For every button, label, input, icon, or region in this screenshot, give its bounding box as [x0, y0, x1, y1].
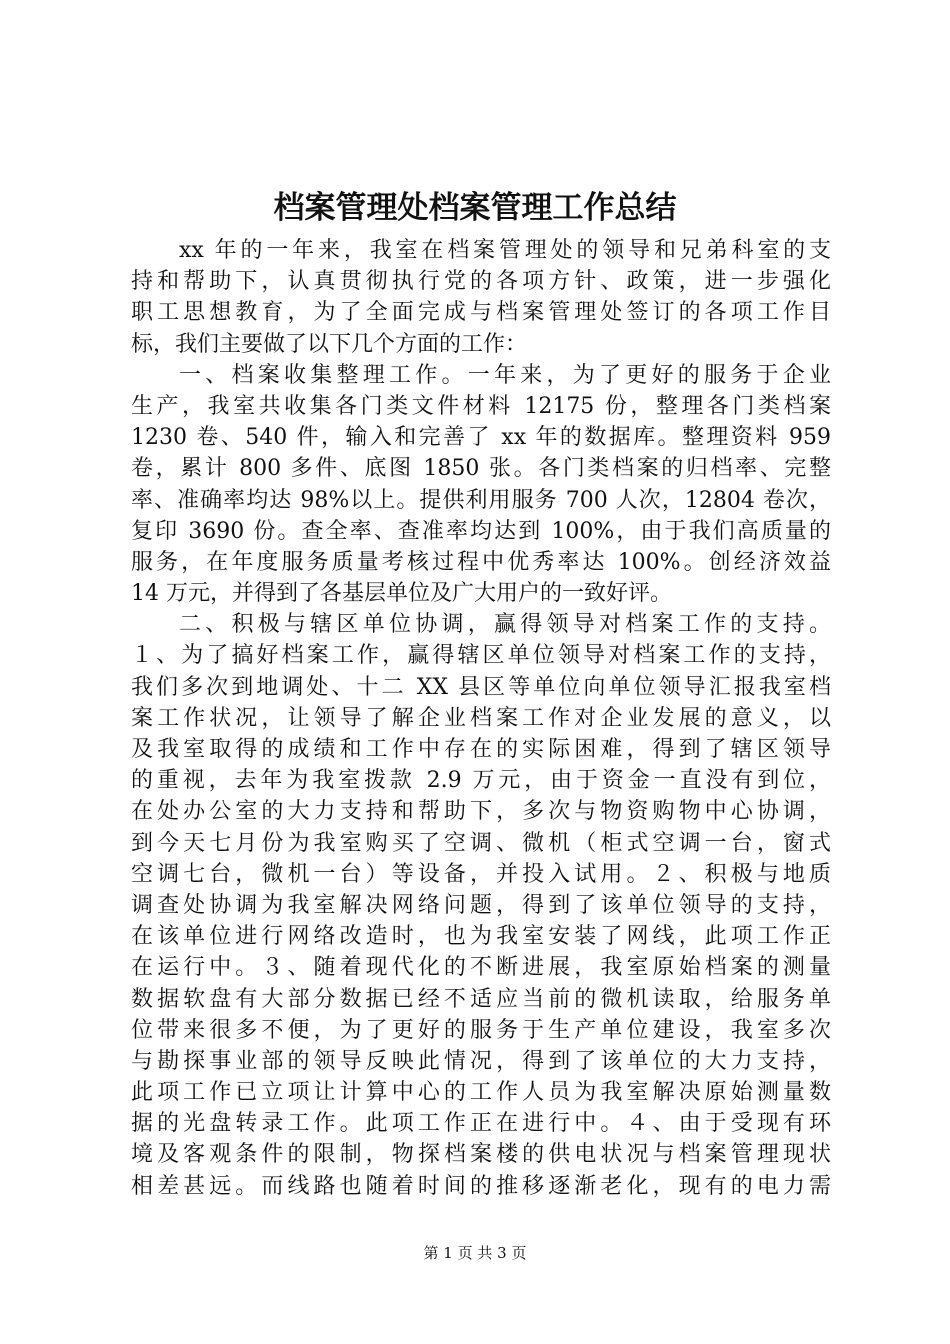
body-line: 相差甚远。而线路也随着时间的推移逐渐老化，现有的电力需: [131, 1173, 831, 1199]
body-line: 卷，累计 800 多件、底图 1850 张。各门类档案的归档率、完整: [131, 456, 831, 482]
body-line: 一、档案收集整理工作。一年来，为了更好的服务于企业: [179, 362, 831, 388]
body-line: 1230 卷、540 件，输入和完善了 xx 年的数据库。整理资料 959: [131, 425, 831, 451]
body-line: 的重视，去年为我室拨款 2.9 万元，由于资金一直没有到位，: [131, 768, 831, 794]
body-line: 率、准确率均达 98%以上。提供利用服务 700 人次，12804 卷次，: [131, 487, 831, 513]
body-line: 持和帮助下，认真贯彻执行党的各项方针、政策，进一步强化: [131, 269, 831, 295]
body-line: 职工思想教育，为了全面完成与档案管理处签订的各项工作目: [131, 300, 831, 326]
body-line: 二、积极与辖区单位协调，赢得领导对档案工作的支持。: [179, 612, 831, 638]
body-line: 在该单位进行网络改造时，也为我室安装了网线，此项工作正: [131, 924, 831, 950]
body-line: 案工作状况，让领导了解企业档案工作对企业发展的意义，以: [131, 705, 831, 731]
body-line: 标，我们主要做了以下几个方面的工作：: [131, 331, 528, 357]
body-line: 及我室取得的成绩和工作中存在的实际困难，得到了辖区领导: [131, 737, 831, 762]
body-line: 14 万元，并得到了各基层单位及广大用户的一致好评。: [131, 581, 672, 607]
body-line: 调查处协调为我室解决网络问题，得到了该单位领导的支持，: [131, 892, 831, 918]
body-line: 境及客观条件的限制，物探档案楼的供电状况与档案管理现状: [131, 1142, 831, 1168]
body-line: 在处办公室的大力支持和帮助下，多次与物资购物中心协调，: [131, 799, 831, 825]
body-line: 我们多次到地调处、十二 XX 县区等单位向单位领导汇报我室档: [131, 674, 831, 700]
body-line: xx 年的一年来，我室在档案管理处的领导和兄弟科室的支: [179, 238, 831, 263]
page-number-footer: 第 1 页 共 3 页: [423, 1244, 527, 1262]
body-line: 在运行中。３、随着现代化的不断进展，我室原始档案的测量: [131, 955, 831, 981]
body-line: 空调七台，微机一台）等设备，并投入试用。２、积极与地质: [131, 861, 831, 887]
body-line: 到今天七月份为我室购买了空调、微机（柜式空调一台，窗式: [131, 830, 831, 856]
body-line: 位带来很多不便，为了更好的服务于生产单位建设，我室多次: [131, 1017, 831, 1043]
body-line: 与勘探事业部的领导反映此情况，得到了该单位的大力支持，: [131, 1048, 831, 1074]
body-line: 生产，我室共收集各门类文件材料 12175 份，整理各门类档案: [131, 393, 831, 419]
body-line: 复印 3690 份。查全率、查准率均达到 100%，由于我们高质量的: [131, 518, 831, 544]
body-line: 服务，在年度服务质量考核过程中优秀率达 100%。创经济效益: [131, 549, 831, 575]
document-body: [131, 235, 831, 1202]
body-line: 据的光盘转录工作。此项工作正在进行中。４、由于受现有环: [131, 1111, 831, 1137]
body-line: 此项工作已立项让计算中心的工作人员为我室解决原始测量数: [131, 1080, 831, 1106]
body-line: １、为了搞好档案工作，赢得辖区单位领导对档案工作的支持，: [131, 643, 831, 669]
document-title: 档案管理处档案管理工作总结: [273, 190, 677, 226]
body-line: 数据软盘有大部分数据已经不适应当前的微机读取，给服务单: [131, 986, 831, 1012]
